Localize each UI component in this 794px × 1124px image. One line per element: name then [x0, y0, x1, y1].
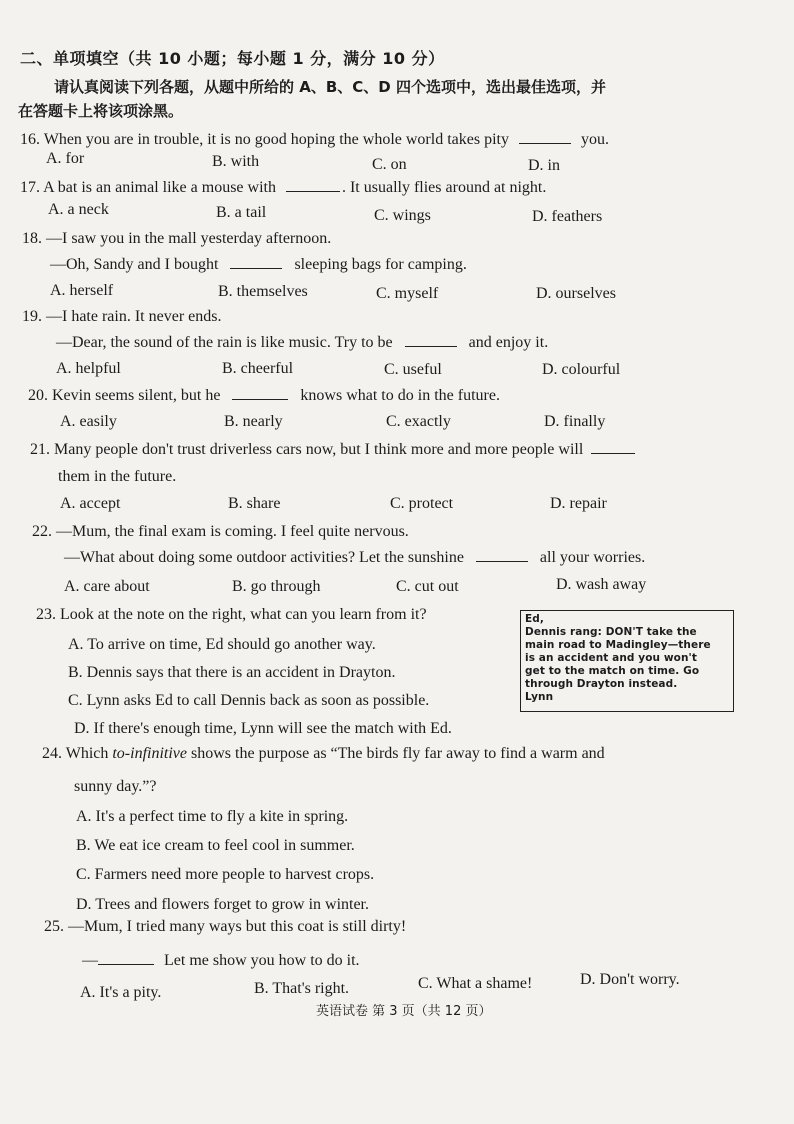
note-line: Dennis rang: DON'T take the — [525, 626, 697, 638]
q16-option-c: C. on — [372, 156, 407, 173]
q25-option-c: C. What a shame! — [418, 975, 533, 992]
q20-option-d: D. finally — [544, 413, 606, 430]
question-19-line-2: —Dear, the sound of the rain is like music. Try to be and enjoy it. — [56, 334, 549, 351]
q18-option-c: C. myself — [376, 285, 439, 302]
answer-blank — [98, 952, 154, 965]
question-24-line-2: sunny day.”? — [74, 778, 157, 795]
q23-option-d: D. If there's enough time, Lynn will see the match with Ed. — [74, 720, 452, 737]
question-25-line-1: 25. —Mum, I tried many ways but this coat is still dirty! — [44, 918, 407, 935]
question-21-line-1: 21. Many people don't trust driverless cars now, but I think more and more people will — [30, 441, 639, 459]
q19-option-b: B. cheerful — [222, 360, 294, 377]
q22-option-d: D. wash away — [556, 576, 647, 593]
question-17: 17. A bat is an animal like a mouse with . It usually flies around at night. — [20, 179, 547, 196]
q20-option-a: A. easily — [60, 413, 117, 430]
q19-option-d: D. colourful — [542, 361, 621, 378]
question-20: 20. Kevin seems silent, but he knows what to do in the future. — [28, 387, 500, 404]
q25-option-d: D. Don't worry. — [580, 971, 680, 988]
q22-option-c: C. cut out — [396, 578, 459, 595]
q22-option-a: A. care about — [64, 578, 150, 595]
q23-option-a: A. To arrive on time, Ed should go another way. — [68, 636, 376, 653]
question-19-line-1: 19. —I hate rain. It never ends. — [22, 308, 222, 325]
q24-option-c: C. Farmers need more people to harvest crops. — [76, 866, 375, 883]
q18-option-d: D. ourselves — [536, 285, 616, 302]
question-18-line-1: 18. —I saw you in the mall yesterday afternoon. — [22, 230, 332, 247]
note-box — [520, 610, 734, 712]
q21-option-b: B. share — [228, 495, 281, 512]
note-line: is an accident and you won't — [525, 652, 697, 664]
q23-option-c: C. Lynn asks Ed to call Dennis back as soon as possible. — [68, 692, 430, 709]
q21-option-c: C. protect — [390, 495, 454, 512]
instruction-line-2: 在答题卡上将该项涂黑。 — [18, 102, 184, 120]
q24-option-a: A. It's a perfect time to fly a kite in spring. — [76, 808, 349, 825]
question-21-line-2: them in the future. — [58, 468, 177, 485]
question-23-stem: 23. Look at the note on the right, what can you learn from it? — [36, 606, 427, 623]
q18-option-b: B. themselves — [218, 283, 308, 300]
q24-option-d: D. Trees and flowers forget to grow in winter. — [76, 896, 369, 913]
instruction-line-1: 请认真阅读下列各题，从题中所给的 A、B、C、D 四个选项中，选出最佳选项，并 — [54, 78, 606, 96]
question-18-line-2: —Oh, Sandy and I bought sleeping bags for camping. — [50, 256, 467, 273]
question-16: 16. When you are in trouble, it is no good hoping the whole world takes pity you. — [20, 131, 609, 148]
q19-option-c: C. useful — [384, 361, 442, 378]
question-24-line-1: 24. Which to-infinitive shows the purpose as “The birds fly far away to find a warm and — [42, 745, 605, 762]
note-line: through Drayton instead. — [525, 678, 678, 690]
q23-option-b: B. Dennis says that there is an accident in Drayton. — [68, 664, 396, 681]
q16-option-d: D. in — [528, 157, 560, 174]
q24-option-b: B. We eat ice cream to feel cool in summer. — [76, 837, 355, 854]
note-line: get to the match on time. Go — [525, 665, 700, 677]
answer-blank — [519, 131, 571, 144]
q17-option-d: D. feathers — [532, 208, 603, 225]
question-22-line-2: —What about doing some outdoor activities? Let the sunshine all your worries. — [64, 549, 646, 566]
q21-option-d: D. repair — [550, 495, 607, 512]
q17-option-c: C. wings — [374, 207, 431, 224]
q25-option-b: B. That's right. — [254, 980, 350, 997]
q20-option-c: C. exactly — [386, 413, 451, 430]
question-25-line-2: — Let me show you how to do it. — [82, 952, 360, 969]
q17-option-a: A. a neck — [48, 201, 109, 218]
answer-blank — [232, 387, 288, 400]
q25-option-a: A. It's a pity. — [80, 984, 162, 1001]
q17-option-b: B. a tail — [216, 204, 267, 221]
q21-option-a: A. accept — [60, 495, 121, 512]
q16-option-a: A. for — [46, 150, 85, 167]
answer-blank — [405, 334, 457, 347]
q19-option-a: A. helpful — [56, 360, 121, 377]
section-title: 二、单项填空（共 10 小题；每小题 1 分，满分 10 分） — [20, 49, 445, 68]
answer-blank — [476, 549, 528, 562]
note-line: Ed, — [525, 613, 544, 625]
question-22-line-1: 22. —Mum, the final exam is coming. I feel quite nervous. — [32, 523, 409, 540]
answer-blank — [286, 179, 340, 192]
note-line: main road to Madingley—there — [525, 639, 711, 651]
q16-option-b: B. with — [212, 153, 260, 170]
answer-blank — [230, 256, 282, 269]
q20-option-b: B. nearly — [224, 413, 283, 430]
note-line: Lynn — [525, 691, 554, 703]
answer-blank — [591, 441, 635, 454]
q22-option-b: B. go through — [232, 578, 321, 595]
q18-option-a: A. herself — [50, 282, 114, 299]
page-footer: 英语试卷 第 3 页（共 12 页） — [316, 1004, 492, 1019]
